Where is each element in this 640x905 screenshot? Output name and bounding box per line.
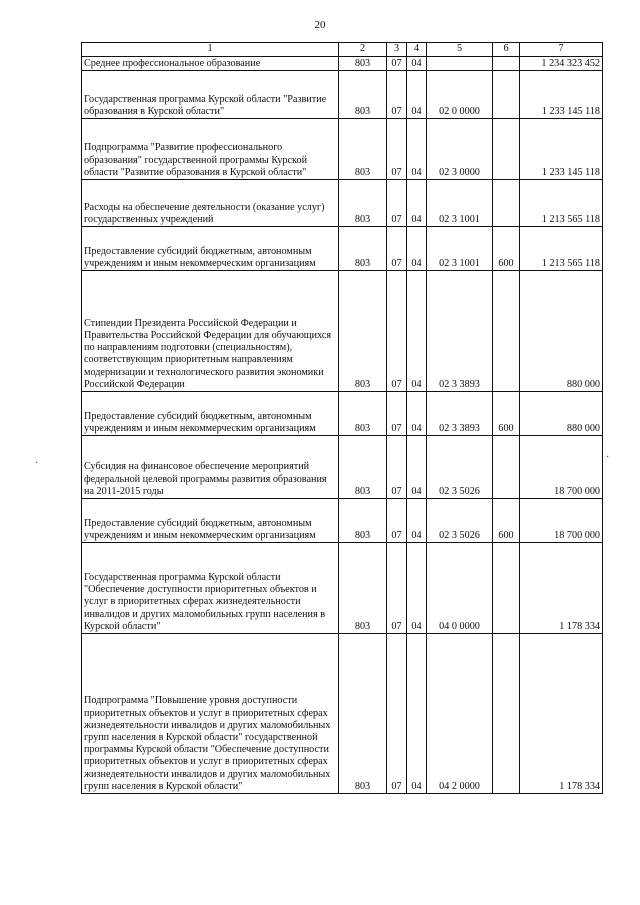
row-c3: 07: [387, 71, 407, 119]
row-c6: [493, 71, 520, 119]
row-c3: 07: [387, 543, 407, 634]
row-c3: 07: [387, 436, 407, 499]
row-c3: 07: [387, 634, 407, 794]
row-c5: 02 3 1001: [427, 227, 493, 271]
row-c6: [493, 543, 520, 634]
page-number: 20: [314, 19, 326, 31]
table-row: [82, 436, 603, 499]
table-row: [82, 634, 603, 794]
table-row: [82, 180, 603, 227]
row-c6: [493, 180, 520, 227]
row-c7: 1 234 323 452: [520, 57, 603, 71]
row-c2: 803: [339, 271, 387, 392]
row-c5: 02 3 3893: [427, 271, 493, 392]
row-name: Предоставление субсидий бюджетным, автономным учреждениям и иным некоммерческим организациям: [82, 227, 339, 271]
row-name: Предоставление субсидий бюджетным, автономным учреждениям и иным некоммерческим организациям: [82, 392, 339, 436]
row-c4: 04: [407, 57, 427, 71]
row-c2: 803: [339, 71, 387, 119]
row-c5: 02 3 5026: [427, 436, 493, 499]
row-c3: 07: [387, 392, 407, 436]
row-c2: 803: [339, 392, 387, 436]
row-c4: 04: [407, 271, 427, 392]
row-c6: [493, 119, 520, 180]
row-c3: 07: [387, 119, 407, 180]
header-row: [82, 43, 603, 57]
row-c4: 04: [407, 392, 427, 436]
row-c3: 07: [387, 271, 407, 392]
row-c4: 04: [407, 499, 427, 543]
row-c7: 1 178 334: [520, 543, 603, 634]
col-header-2: 2: [339, 43, 387, 57]
row-c3: 07: [387, 227, 407, 271]
row-c7: 1 233 145 118: [520, 119, 603, 180]
col-header-1: 1: [82, 43, 339, 57]
row-c2: 803: [339, 634, 387, 794]
row-c7: 1 213 565 118: [520, 227, 603, 271]
row-name: Субсидия на финансовое обеспечение мероприятий федеральной целевой программы развития образования на 2011-2015 годы: [82, 436, 339, 499]
row-c4: 04: [407, 543, 427, 634]
row-c5: 04 2 0000: [427, 634, 493, 794]
row-name: Государственная программа Курской области "Обеспечение доступности приоритетных объектов и услуг в приоритетных сферах жизнедеятельности инвалидов и других маломобильных групп населения в Курской области": [82, 543, 339, 634]
row-c4: 04: [407, 436, 427, 499]
row-c3: 07: [387, 57, 407, 71]
scan-dot-mark: ·: [35, 458, 39, 469]
row-c7: 1 233 145 118: [520, 71, 603, 119]
row-c2: 803: [339, 499, 387, 543]
row-name: Подпрограмма "Развитие профессионального образования" государственной программы Курской области "Развитие образования в Курской области": [82, 119, 339, 180]
col-header-6: 6: [493, 43, 520, 57]
row-c2: 803: [339, 543, 387, 634]
row-c7: 18 700 000: [520, 436, 603, 499]
row-c5: 02 3 0000: [427, 119, 493, 180]
row-c3: 07: [387, 180, 407, 227]
row-name: Государственная программа Курской области "Развитие образования в Курской области": [82, 71, 339, 119]
row-c5: 02 3 5026: [427, 499, 493, 543]
scan-dot-mark: ·: [606, 452, 610, 463]
table-row: [82, 543, 603, 634]
table-row: [82, 392, 603, 436]
row-c6: [493, 634, 520, 794]
col-header-4: 4: [407, 43, 427, 57]
row-c7: 880 000: [520, 271, 603, 392]
row-c6: [493, 271, 520, 392]
col-header-5: 5: [427, 43, 493, 57]
row-name: Подпрограмма "Повышение уровня доступности приоритетных объектов и услуг в приоритетных сферах жизнедеятельности инвалидов и других маломобильных групп населения в Курской области" государственной программы Курской области "Обеспечение доступности приоритетных объектов и услуг в приоритетных сферах жизнедеятельности инвалидов и других маломобильных групп населения в Курской области": [82, 634, 339, 794]
row-name: Расходы на обеспечение деятельности (оказание услуг) государственных учреждений: [82, 180, 339, 227]
row-c5: 02 0 0000: [427, 71, 493, 119]
table-row: [82, 499, 603, 543]
row-c5: 02 3 3893: [427, 392, 493, 436]
row-c7: 880 000: [520, 392, 603, 436]
budget-table: [81, 42, 603, 794]
row-c2: 803: [339, 436, 387, 499]
row-c2: 803: [339, 180, 387, 227]
row-c7: 18 700 000: [520, 499, 603, 543]
row-c6: 600: [493, 499, 520, 543]
row-c4: 04: [407, 634, 427, 794]
row-c2: 803: [339, 227, 387, 271]
row-c4: 04: [407, 180, 427, 227]
row-c2: 803: [339, 119, 387, 180]
row-c6: 600: [493, 392, 520, 436]
row-c2: 803: [339, 57, 387, 71]
row-c6: 600: [493, 227, 520, 271]
table-row: [82, 71, 603, 119]
row-c4: 04: [407, 227, 427, 271]
col-header-7: 7: [520, 43, 603, 57]
col-header-3: 3: [387, 43, 407, 57]
table-row: [82, 57, 603, 71]
row-name: Предоставление субсидий бюджетным, автономным учреждениям и иным некоммерческим организациям: [82, 499, 339, 543]
row-c7: 1 213 565 118: [520, 180, 603, 227]
row-c6: [493, 436, 520, 499]
row-c4: 04: [407, 119, 427, 180]
row-c5: [427, 57, 493, 71]
table-row: [82, 119, 603, 180]
row-name: Среднее профессиональное образование: [82, 57, 339, 71]
row-c6: [493, 57, 520, 71]
row-name: Стипендии Президента Российской Федерации и Правительства Российской Федерации для обучающихся по направлениям подготовки (специальностям), соответствующим приоритетным направлениям модернизации и технологического развития экономики Российской Федерации: [82, 271, 339, 392]
row-c4: 04: [407, 71, 427, 119]
table-row: [82, 271, 603, 392]
row-c5: 02 3 1001: [427, 180, 493, 227]
row-c3: 07: [387, 499, 407, 543]
table-row: [82, 227, 603, 271]
row-c7: 1 178 334: [520, 634, 603, 794]
row-c5: 04 0 0000: [427, 543, 493, 634]
